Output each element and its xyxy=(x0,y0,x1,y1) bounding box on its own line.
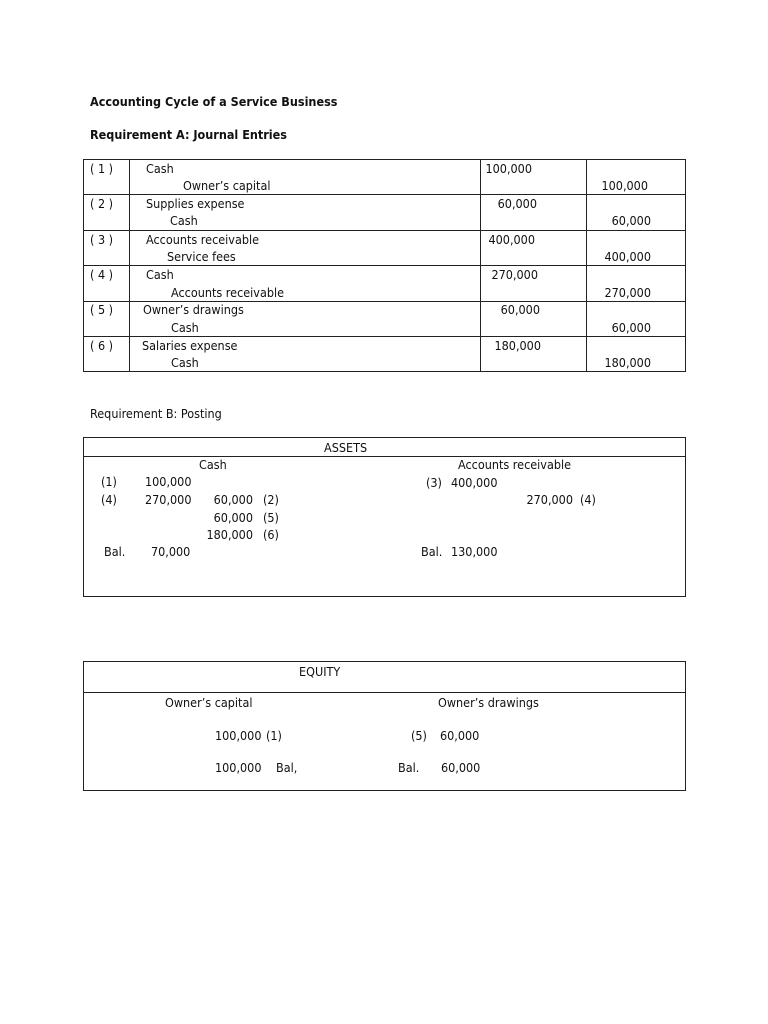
ar-credit-ref: (4) xyxy=(580,492,596,507)
entry-number: ( 1 ) xyxy=(90,161,114,176)
debit-account: Salaries expense xyxy=(142,338,238,353)
cash-balance: 70,000 xyxy=(151,544,191,559)
assets-box-border xyxy=(83,437,686,597)
cash-credit-amount: 60,000 xyxy=(213,510,253,525)
credit-account: Owner’s capital xyxy=(183,178,271,193)
cash-debit-amount: 100,000 xyxy=(145,474,192,489)
debit-account: Accounts receivable xyxy=(146,232,260,247)
equity-box-border xyxy=(83,661,686,791)
drawings-account-title: Owner’s drawings xyxy=(438,695,539,710)
debit-account: Cash xyxy=(146,161,174,176)
journal-row-divider xyxy=(83,230,686,231)
cash-balance-label: Bal. xyxy=(104,544,126,559)
cash-credit-amount: 180,000 xyxy=(206,527,253,542)
credit-account: Cash xyxy=(170,213,198,228)
ar-balance-label: Bal. xyxy=(421,544,443,559)
debit-amount: 180,000 xyxy=(494,338,541,353)
credit-account: Cash xyxy=(171,355,199,370)
cash-debit-ref: (1) xyxy=(101,474,117,489)
capital-balance-label: Bal, xyxy=(276,760,298,775)
ar-credit-amount: 270,000 xyxy=(526,492,573,507)
debit-amount: 400,000 xyxy=(488,232,535,247)
equity-title: EQUITY xyxy=(299,664,341,679)
credit-account: Service fees xyxy=(167,249,236,264)
cash-account-title: Cash xyxy=(199,457,227,472)
credit-account: Accounts receivable xyxy=(171,285,285,300)
debit-amount: 270,000 xyxy=(491,267,538,282)
journal-row-divider xyxy=(83,336,686,337)
debit-account: Owner’s drawings xyxy=(143,302,244,317)
capital-balance: 100,000 xyxy=(215,760,262,775)
ar-account-title: Accounts receivable xyxy=(458,457,572,472)
credit-amount: 400,000 xyxy=(604,249,651,264)
credit-amount: 270,000 xyxy=(604,285,651,300)
ar-balance: 130,000 xyxy=(451,544,498,559)
entry-number: ( 3 ) xyxy=(90,232,114,247)
journal-row-divider xyxy=(83,194,686,195)
requirement-a-heading: Requirement A: Journal Entries xyxy=(90,127,287,142)
page-title: Accounting Cycle of a Service Business xyxy=(90,94,338,109)
drawings-balance: 60,000 xyxy=(441,760,481,775)
debit-account: Supplies expense xyxy=(146,196,245,211)
entry-number: ( 6 ) xyxy=(90,338,114,353)
cash-credit-ref: (5) xyxy=(263,510,279,525)
debit-amount: 100,000 xyxy=(485,161,532,176)
cash-debit-ref: (4) xyxy=(101,492,117,507)
ar-debit-ref: (3) xyxy=(426,475,442,490)
debit-amount: 60,000 xyxy=(500,302,540,317)
entry-number: ( 4 ) xyxy=(90,267,114,282)
debit-amount: 60,000 xyxy=(497,196,537,211)
debit-account: Cash xyxy=(146,267,174,282)
credit-amount: 60,000 xyxy=(611,320,651,335)
assets-header-divider xyxy=(83,456,686,457)
cash-credit-amount: 60,000 xyxy=(213,492,253,507)
credit-amount: 180,000 xyxy=(604,355,651,370)
cash-credit-ref: (6) xyxy=(263,527,279,542)
entry-number: ( 5 ) xyxy=(90,302,114,317)
journal-row-divider xyxy=(83,265,686,266)
ar-debit-amount: 400,000 xyxy=(451,475,498,490)
drawings-amount: 60,000 xyxy=(440,728,480,743)
cash-debit-amount: 270,000 xyxy=(145,492,192,507)
assets-title: ASSETS xyxy=(324,440,368,455)
capital-amount: 100,000 xyxy=(215,728,262,743)
credit-amount: 60,000 xyxy=(611,213,651,228)
drawings-balance-label: Bal. xyxy=(398,760,420,775)
equity-header-divider xyxy=(83,692,686,693)
cash-credit-ref: (2) xyxy=(263,492,279,507)
entry-number: ( 2 ) xyxy=(90,196,114,211)
capital-account-title: Owner’s capital xyxy=(165,695,253,710)
credit-amount: 100,000 xyxy=(601,178,648,193)
requirement-b-heading: Requirement B: Posting xyxy=(90,406,222,421)
drawings-ref: (5) xyxy=(411,728,427,743)
credit-account: Cash xyxy=(171,320,199,335)
capital-ref: (1) xyxy=(266,728,282,743)
